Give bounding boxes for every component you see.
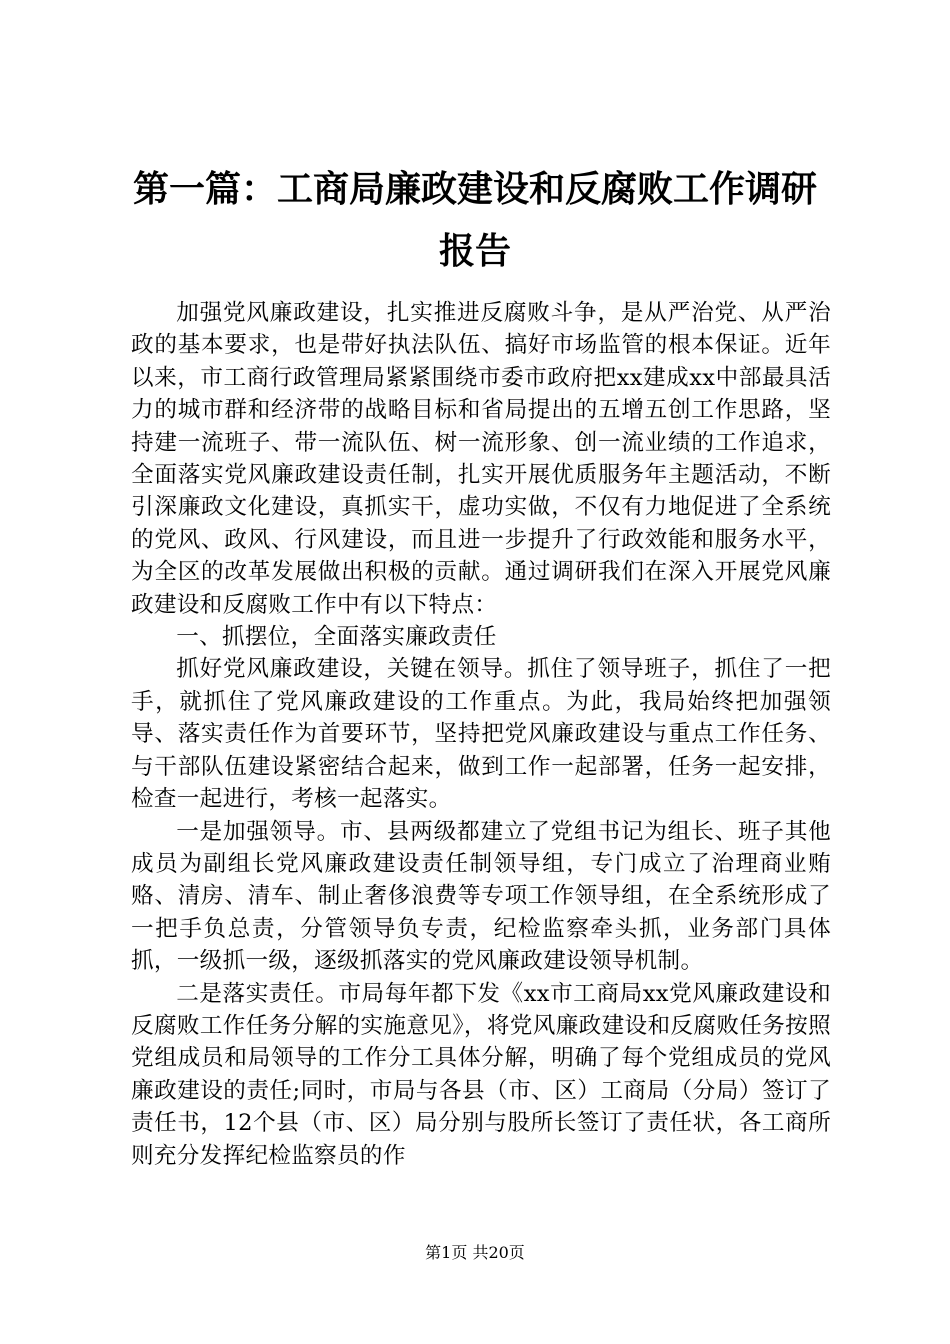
paragraph-leadership: 抓好党风廉政建设，关键在领导。抓住了领导班子，抓住了一把手，就抓住了党风廉政建设的工作重点。为此，我局始终把加强领导、落实责任作为首要环节，坚持把党风廉政建设与重点工作任务、与干部队伍建设紧密结合起来，做到工作一起部署，任务一起安排，检查一起进行，考核一起落实。: [131, 656, 831, 813]
paragraph-intro: 加强党风廉政建设，扎实推进反腐败斗争，是从严治党、从严治政的基本要求，也是带好执法队伍、搞好市场监管的根本保证。近年以来，市工商行政管理局紧紧围绕市委市政府把xx建成xx中部最具活力的城市群和经济带的战略目标和省局提出的五增五创工作思路，坚持建一流班子、带一流队伍、树一流形象、创一流业绩的工作追求，全面落实党风廉政建设责任制，扎实开展优质服务年主题活动，不断引深廉政文化建设，真抓实干，虚功实做，不仅有力地促进了全系统的党风、政风、行风建设，而且进一步提升了行政效能和服务水平，为全区的改革发展做出积极的贡献。通过调研我们在深入开展党风廉政建设和反腐败工作中有以下特点：: [131, 300, 831, 618]
page-number-footer: 第1页 共20页: [425, 1243, 525, 1262]
section-heading-1: 一、抓摆位，全面落实廉政责任: [176, 624, 497, 651]
document-body: [131, 297, 831, 1172]
paragraph-implement-responsibility: 二是落实责任。市局每年都下发《xx市工商局xx党风廉政建设和反腐败工作任务分解的实施意见》，将党风廉政建设和反腐败任务按照党组成员和局领导的工作分工具体分解，明确了每个党组成员的党风廉政建设的责任;同时，市局与各县（市、区）工商局（分局）签订了责任书，12个县（市、区）局分别与股所长签订了责任状，各工商所则充分发挥纪检监察员的作: [131, 980, 831, 1169]
document-title: 第一篇：工商局廉政建设和反腐败工作调研报告: [132, 168, 817, 272]
paragraph-strengthen-leadership: 一是加强领导。市、县两级都建立了党组书记为组长、班子其他成员为副组长党风廉政建设责任制领导组，专门成立了治理商业贿赂、清房、清车、制止奢侈浪费等专项工作领导组，在全系统形成了一把手负总责，分管领导负专责，纪检监察牵头抓，业务部门具体抓，一级抓一级，逐级抓落实的党风廉政建设领导机制。: [131, 818, 831, 975]
